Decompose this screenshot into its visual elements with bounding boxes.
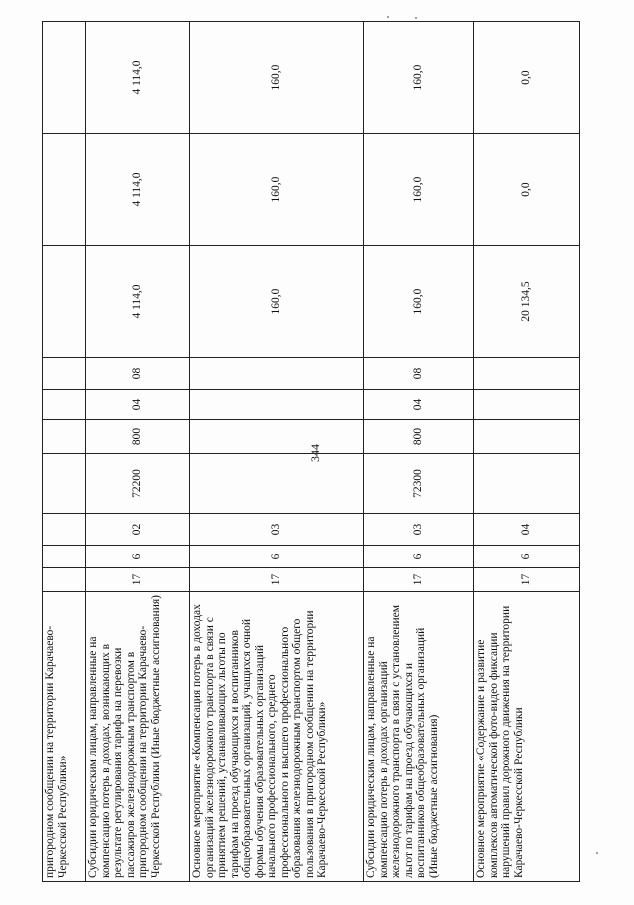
code-cell: 72200 xyxy=(86,454,190,514)
code-cell xyxy=(43,514,86,546)
code-cell: 6 xyxy=(86,546,190,568)
code-cell xyxy=(474,454,580,514)
table-row xyxy=(43,22,86,882)
code-cell xyxy=(43,420,86,454)
code-cell xyxy=(190,420,364,454)
code-cell: 04 xyxy=(364,390,474,420)
code-cell xyxy=(43,358,86,390)
code-cell xyxy=(474,420,580,454)
value-cell: 4 114,0 xyxy=(86,246,190,358)
code-cell xyxy=(43,568,86,592)
code-cell: 800 xyxy=(364,420,474,454)
value-cell: 160,0 xyxy=(190,246,364,358)
value-cell xyxy=(43,134,86,246)
table-row xyxy=(474,22,580,882)
code-cell xyxy=(43,390,86,420)
scan-speck xyxy=(387,16,389,18)
code-cell: 04 xyxy=(86,390,190,420)
code-cell: 03 xyxy=(190,514,364,546)
table-row xyxy=(190,22,364,882)
value-cell: 0,0 xyxy=(474,22,580,134)
code-cell xyxy=(474,390,580,420)
code-cell: 6 xyxy=(364,546,474,568)
code-cell xyxy=(190,390,364,420)
value-cell: 160,0 xyxy=(364,246,474,358)
code-cell xyxy=(190,454,364,514)
value-cell xyxy=(43,246,86,358)
value-cell: 160,0 xyxy=(190,22,364,134)
value-cell: 4 114,0 xyxy=(86,22,190,134)
value-cell: 160,0 xyxy=(364,22,474,134)
value-cell xyxy=(43,22,86,134)
value-cell: 160,0 xyxy=(364,134,474,246)
code-cell: 6 xyxy=(474,546,580,568)
code-cell: 17 xyxy=(190,568,364,592)
code-cell xyxy=(43,546,86,568)
code-cell: 17 xyxy=(474,568,580,592)
row-description: Субсидии юридическим лицам, направленные на компенсацию потерь в доходах организаций железнодорожного транспорта в связи с установлением льгот по тарифам на проезд обучающихся и воспитанников общеобразовательных организаций (Иные бюджетные ассигнования) xyxy=(364,592,474,882)
scan-speck xyxy=(415,17,417,19)
code-cell: 04 xyxy=(474,514,580,546)
code-cell: 17 xyxy=(364,568,474,592)
page-number: 344 xyxy=(308,444,322,462)
table-row xyxy=(364,22,474,882)
budget-table xyxy=(42,21,580,882)
code-cell: 800 xyxy=(86,420,190,454)
code-cell xyxy=(474,358,580,390)
code-cell: 03 xyxy=(364,514,474,546)
value-cell: 160,0 xyxy=(190,134,364,246)
table-row xyxy=(86,22,190,882)
row-description: Основное мероприятие «Содержание и развитие комплексов автоматической фото-видео фиксации нарушений правил дорожного движения на территории Карачаево-Черкесской Республики xyxy=(474,592,580,882)
value-cell: 4 114,0 xyxy=(86,134,190,246)
code-cell: 08 xyxy=(86,358,190,390)
row-description: Субсидии юридическим лицам, направленные на компенсацию потерь в доходах, возникающих в результате регулирования тарифа на перевозки пассажиров железнодорожным транспортом в пригородном сообщении на территории Карачаево-Черкесской Республики (Иные бюджетные ассигнования) xyxy=(86,592,190,882)
row-description: Основное мероприятие «Компенсация потерь в доходах организаций железнодорожного транспорта в связи с принятием решений, устанавливающих льготы по тарифам на проезд обучающихся и воспитанников общеобразовательных организаций, учащихся очной формы обучения образовательных организаций начального профессионального, среднего профессионального и высшего профессионального образования железнодорожным транспортом общего пользования в пригородном сообщении на территории Карачаево-Черкесской Республики» xyxy=(190,592,364,882)
code-cell: 08 xyxy=(364,358,474,390)
scan-speck xyxy=(596,852,598,854)
code-cell: 17 xyxy=(86,568,190,592)
code-cell: 02 xyxy=(86,514,190,546)
value-cell: 0,0 xyxy=(474,134,580,246)
code-cell: 72300 xyxy=(364,454,474,514)
code-cell xyxy=(190,358,364,390)
code-cell: 6 xyxy=(190,546,364,568)
value-cell: 20 134,5 xyxy=(474,246,580,358)
rotated-table-wrapper xyxy=(42,22,592,882)
code-cell xyxy=(43,454,86,514)
row-description: пригородном сообщении на территории Карачаево-Черкесской Республики» xyxy=(43,592,86,882)
